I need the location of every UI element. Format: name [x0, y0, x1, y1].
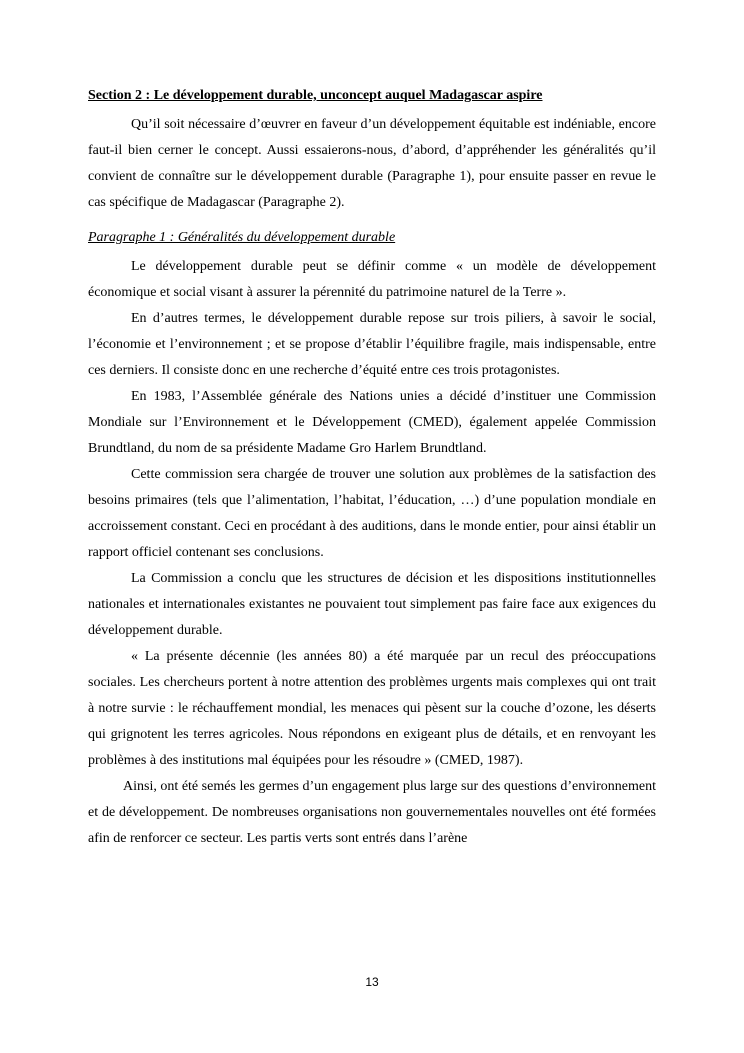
body-paragraph-3: En 1983, l’Assemblée générale des Nations unies a décidé d’instituer une Commission Mondiale sur l’Environnement et le Développement (CMED), également appelée Commission Brundtland, du nom de sa présidente Madame Gro Harlem Brundtland. — [88, 389, 656, 456]
body-paragraph-5: La Commission a conclu que les structures de décision et les dispositions institutionnelles nationales et internationales existantes ne pouvaient tout simplement pas faire face aux exigences du développement durable. — [88, 571, 656, 638]
body-paragraph-2: En d’autres termes, le développement durable repose sur trois piliers, à savoir le social, l’économie et l’environnement ; et se propose d’établir l’équilibre fragile, mais indispensable, entre ces derniers. Il consiste donc en une recherche d’équité entre ces trois protagonistes. — [88, 311, 656, 378]
body-paragraph-7: Ainsi, ont été semés les germes d’un engagement plus large sur des questions d’environnement et de développement. De nombreuses organisations non gouvernementales nouvelles ont été formées afin de renforcer ce secteur. Les partis verts sont entrés dans l’arène — [88, 779, 656, 846]
section-title: Section 2 : Le développement durable, unconcept auquel Madagascar aspire — [88, 88, 543, 103]
paragraph-title: Paragraphe 1 : Généralités du développement durable — [88, 230, 396, 245]
intro-paragraph: Qu’il soit nécessaire d’œuvrer en faveur d’un développement équitable est indéniable, encore faut-il bien cerner le concept. Aussi essaierons-nous, d’abord, d’appréhender les généralités qu’il convient de connaître sur le développement durable (Paragraphe 1), pour ensuite passer en revue le cas spécifique de Madagascar (Paragraphe 2). — [88, 117, 656, 210]
quote-paragraph: « La présente décennie (les années 80) a été marquée par un recul des préoccupations sociales. Les chercheurs portent à notre attention des problèmes urgents mais complexes qui ont trait à notre survie : le réchauffement mondial, les menaces qui pèsent sur la couche d’ozone, les déserts qui grignotent les terres agricoles. Nous répondons en exigeant plus de détails, et en renvoyant les problèmes à des institutions mal équipées pour les résoudre » (CMED, 1987). — [88, 649, 656, 768]
page-content — [88, 86, 656, 852]
body-paragraph-1: Le développement durable peut se définir comme « un modèle de développement économique et social visant à assurer la pérennité du patrimoine naturel de la Terre ». — [88, 259, 656, 300]
body-paragraph-4: Cette commission sera chargée de trouver une solution aux problèmes de la satisfaction des besoins primaires (tels que l’alimentation, l’habitat, l’éducation, …) d’une population mondiale en accroissement constant. Ceci en procédant à des auditions, dans le monde entier, pour ainsi établir un rapport officiel contenant ses conclusions. — [88, 467, 656, 560]
page-number: 13 — [365, 975, 379, 989]
